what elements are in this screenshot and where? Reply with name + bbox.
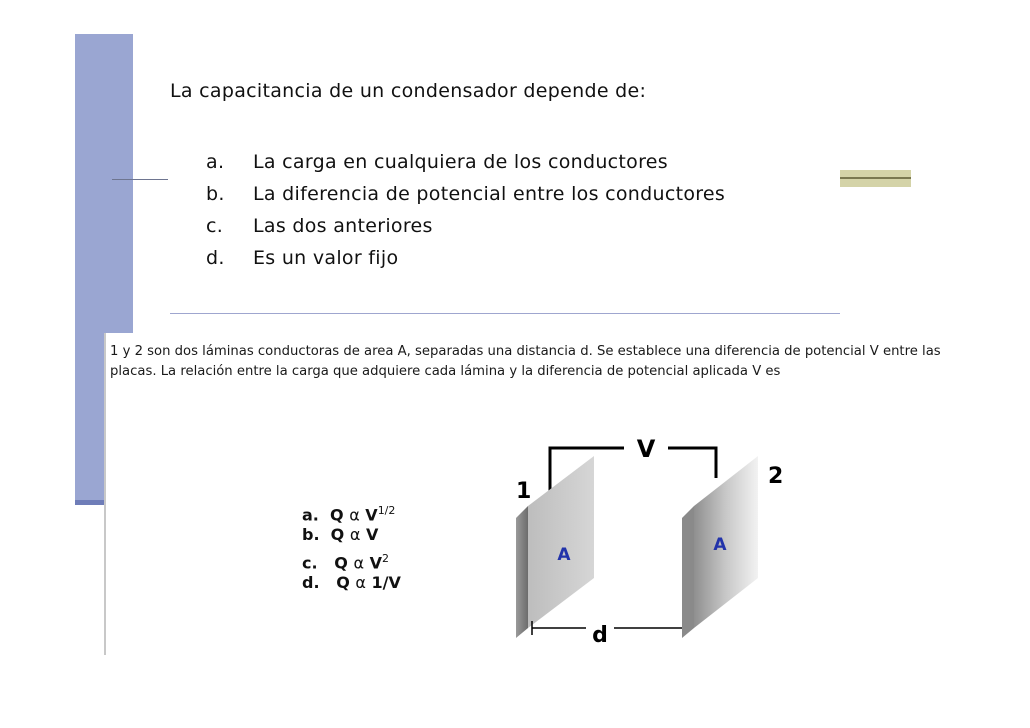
option-exponent: 1/2 [377,504,396,517]
option-letter: a. [206,151,225,173]
q2-option-b [302,523,401,547]
plate-2-area-label: A [713,535,727,555]
plate-1-area-label: A [557,545,571,565]
option-c [206,210,725,242]
voltage-label: V [636,438,656,463]
left-divider-tick [112,179,168,180]
proportional-symbol: α [349,525,361,544]
option-b [206,178,725,210]
question-1-options [206,146,725,274]
plate-1-edge [516,506,528,638]
option-text: La carga en cualquiera de los conductores [253,151,668,173]
option-rhs: V [359,505,378,525]
option-prefix: d. Q [302,573,356,592]
proportional-symbol: α [353,553,364,573]
proportional-symbol: α [349,505,360,525]
plate-2-label: 2 [768,464,784,489]
option-d [206,242,725,274]
option-prefix: a. Q [302,505,350,525]
right-decoration-line [840,177,911,179]
q2-option-d [302,571,401,595]
option-letter: b. [206,183,225,205]
option-text: Es un valor fijo [253,247,399,269]
proportional-symbol: α [355,573,366,592]
q2-option-c [302,547,401,571]
option-text: La diferencia de potencial entre los conductores [253,183,726,205]
question-2-options [302,499,401,595]
capacitor-diagram [506,438,796,653]
option-text: Las dos anteriores [253,215,433,237]
question-1-title: La capacitancia de un condensador depende de: [170,80,647,102]
plate-1-label: 1 [516,479,532,504]
section-divider [170,313,840,314]
option-rhs: V [364,553,382,573]
question-2-text: 1 y 2 son dos láminas conductoras de area A, separadas una distancia d. Se establece una diferencia de potencial V entre las placas. La relación entre la carga que adquiere cada lámina y la diferencia de potencial aplicada V es [110,344,941,379]
distance-label: d [592,623,608,648]
option-letter: c. [206,215,224,237]
option-letter: d. [206,247,225,269]
option-prefix: c. Q [302,553,354,573]
plate-1-face [528,456,594,628]
option-exponent: 2 [381,552,389,565]
option-rhs: 1/V [365,573,401,592]
option-a [206,146,725,178]
q2-option-a [302,499,401,523]
option-prefix: b. Q [302,525,350,544]
option-rhs: V [360,525,379,544]
question-2-panel [104,333,958,655]
plate-2-edge [682,506,694,638]
